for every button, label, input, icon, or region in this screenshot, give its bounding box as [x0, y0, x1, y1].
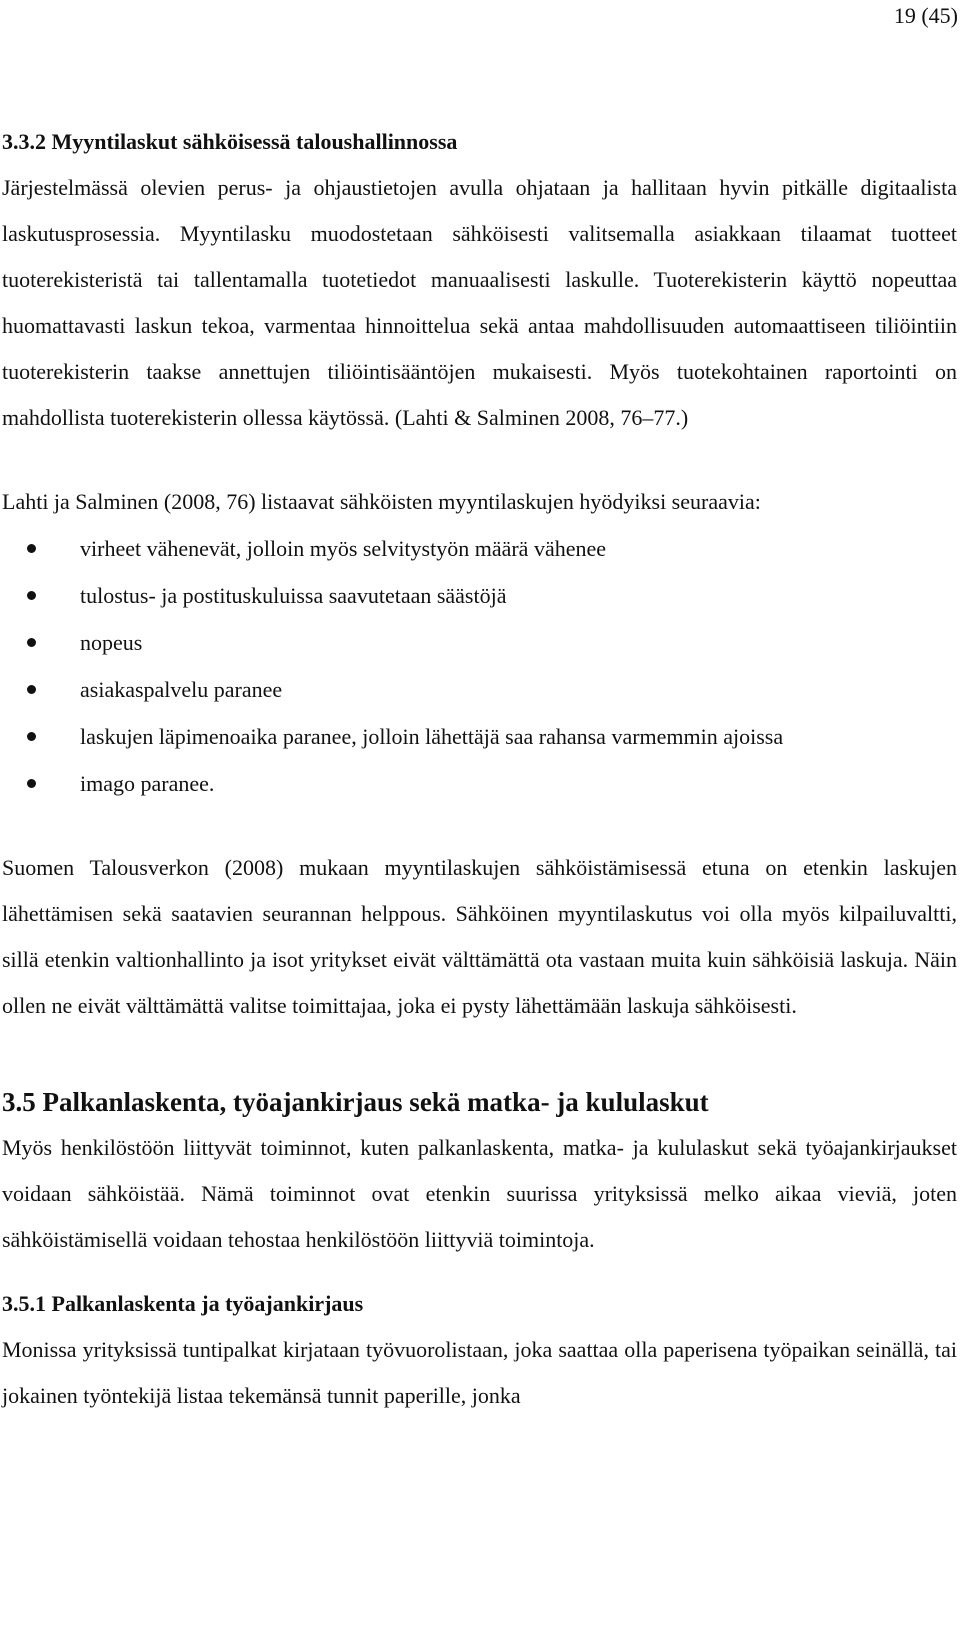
bullet-icon [27, 544, 36, 553]
bullet-icon [27, 591, 36, 600]
paragraph-talousverkko: Suomen Talousverkon (2008) mukaan myyntilaskujen sähköistämisessä etuna on etenkin laskujen lähettämisen sekä saatavien seurannan helppous. Sähköinen myyntilaskutus voi olla myös kilpailuvaltti, sillä etenkin valtionhallinto ja isot yritykset eivät välttämättä ota vastaan muita kuin sähköisiä laskuja. Näin ollen ne eivät välttämättä valitse toimittajaa, joka ei pysty lähettämään laskuja sähköisesti. [2, 855, 957, 1018]
bullet-icon [27, 638, 36, 647]
page-number: 19 (45) [893, 3, 958, 28]
list-item [2, 713, 957, 760]
list-item-text: asiakaspalvelu paranee [80, 677, 283, 702]
list-item-text: tulostus- ja postituskuluissa saavutetaan säästöjä [80, 583, 507, 608]
section-heading-3-5-1: 3.5.1 Palkanlaskenta ja työajankirjaus [2, 1291, 364, 1316]
document-body [2, 119, 957, 1419]
section-heading-3-5: 3.5 Palkanlaskenta, työajankirjaus sekä matka- ja kululaskut [2, 1087, 709, 1117]
list-item-text: virheet vähenevät, jolloin myös selvitystyön määrä vähenee [80, 536, 607, 561]
benefits-list [2, 525, 957, 807]
list-item [2, 525, 957, 572]
section-heading-3-3-2: 3.3.2 Myyntilaskut sähköisessä taloushallinnossa [2, 129, 458, 154]
spacer [2, 807, 957, 845]
bullet-icon [27, 779, 36, 788]
spacer [2, 1263, 957, 1281]
list-item [2, 619, 957, 666]
spacer [2, 1029, 957, 1079]
list-item-text: nopeus [80, 630, 143, 655]
paragraph-benefits-intro: Lahti ja Salminen (2008, 76) listaavat sähköisten myyntilaskujen hyödyiksi seuraavia: [2, 489, 761, 514]
list-item-text: imago paranee. [80, 771, 215, 796]
bullet-icon [27, 685, 36, 694]
paragraph-hourly-wages: Monissa yrityksissä tuntipalkat kirjataan työvuorolistaan, joka saattaa olla paperisena työpaikan seinällä, tai jokainen työntekijä listaa tekemänsä tunnit paperille, jonka [2, 1337, 957, 1408]
list-item [2, 666, 957, 713]
spacer [2, 441, 957, 479]
paragraph-digital-invoicing: Järjestelmässä olevien perus- ja ohjaustietojen avulla ohjataan ja hallitaan hyvin pitkälle digitaalista laskutusprosessia. Myyntilasku muodostetaan sähköisesti valitsemalla asiakkaan tilaamat tuotteet tuoterekisteristä tai tallentamalla tuotetiedot manuaalisesti laskulle. Tuoterekisterin käyttö nopeuttaa huomattavasti laskun tekoa, varmentaa hinnoittelua sekä antaa mahdollisuuden automaattiseen tiliöintiin tuoterekisterin taakse annettujen tiliöintisääntöjen mukaisesti. Myös tuotekohtainen raportointi on mahdollista tuoterekisterin ollessa käytössä. (Lahti & Salminen 2008, 76–77.) [2, 175, 957, 430]
bullet-icon [27, 732, 36, 741]
list-item-text: laskujen läpimenoaika paranee, jolloin lähettäjä saa rahansa varmemmin ajoissa [80, 724, 784, 749]
list-item [2, 572, 957, 619]
list-item [2, 760, 957, 807]
paragraph-personnel-functions: Myös henkilöstöön liittyvät toiminnot, kuten palkanlaskenta, matka- ja kululaskut sekä työajankirjaukset voidaan sähköistää. Nämä toiminnot ovat etenkin suurissa yrityksissä melko aikaa vieviä, joten sähköistämisellä voidaan tehostaa henkilöstöön liittyviä toimintoja. [2, 1135, 957, 1252]
